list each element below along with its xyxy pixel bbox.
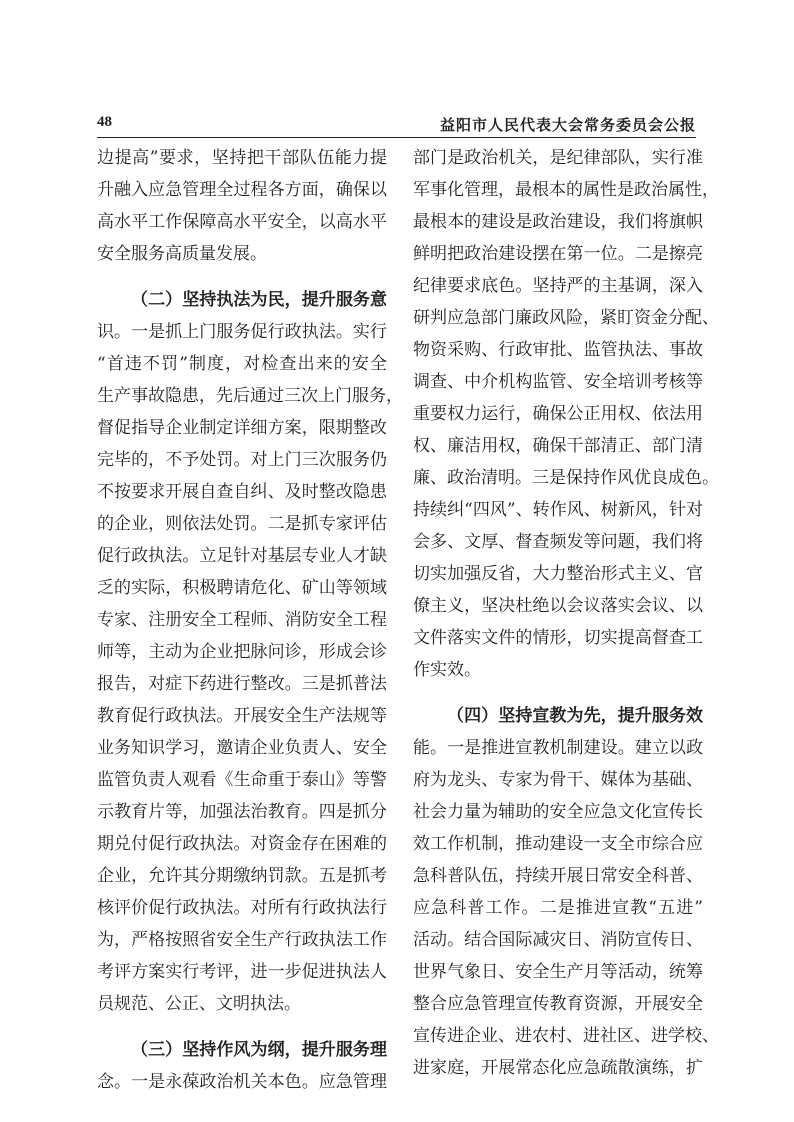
text-line: 示教育片等，加强法治教育。四是抓分: [97, 802, 387, 822]
paragraph: [97, 1034, 387, 1098]
text-line: 升融入应急管理全过程各方面，确保以: [97, 180, 387, 200]
section-heading: [413, 700, 703, 732]
text-line: 企业，允许其分期缴纳罚款。五是抓考: [97, 866, 387, 886]
text-line: 生产事故隐患，先后通过三次上门服务，: [97, 386, 403, 406]
text-line: 教育促行政执法。开展安全生产法规等: [97, 706, 387, 726]
paragraph: [413, 142, 719, 686]
text-line: 不按要求开展自查自纠、及时整改隐患: [97, 482, 387, 502]
text-line: 整合应急管理宣传教育资源，开展安全: [413, 994, 703, 1014]
text-line: 报告，对症下药进行整改。三是抓普法: [97, 674, 387, 694]
text-line: 监管负责人观看《生命重于泰山》等警: [97, 770, 387, 790]
text-line: 鲜明把政治建设摆在第一位。二是擦亮: [413, 244, 703, 264]
text-line: 乏的实际，积极聘请危化、矿山等领域: [97, 578, 387, 598]
text-line: 考评方案实行考评，进一步促进执法人: [97, 962, 387, 982]
text-line: 调查、中介机构监管、安全培训考核等: [413, 372, 703, 392]
text-line: 促行政执法。立足针对基层专业人才缺: [97, 546, 387, 566]
section-heading: [97, 1034, 387, 1066]
text-line: 部门是政治机关，是纪律部队，实行准: [413, 148, 703, 168]
text-line: 纪律要求底色。坚持严的主基调，深入: [413, 276, 703, 296]
text-line: 权、廉洁用权，确保干部清正、部门清: [413, 436, 703, 456]
paragraph: [413, 700, 719, 1084]
text-line: 持续纠“四风”、转作风、树新风，针对: [413, 500, 703, 520]
text-line: 念。一是永葆政治机关本色。应急管理: [97, 1072, 387, 1092]
text-line: 最根本的建设是政治建设，我们将旗帜: [413, 212, 703, 232]
text-line: 边提高”要求，坚持把干部队伍能力提: [97, 148, 387, 168]
text-line: 僚主义，坚决杜绝以会议落实会议、以: [413, 596, 703, 616]
text-line: 社会力量为辅助的安全应急文化宣传长: [413, 802, 703, 822]
text-line: 宣传进企业、进农村、进社区、进学校、: [413, 1026, 719, 1046]
text-line: 高水平工作保障高水平安全，以高水平: [97, 212, 387, 232]
text-line: 为，严格按照省安全生产行政执法工作: [97, 930, 387, 950]
text-line: 重要权力运行，确保公正用权、依法用: [413, 404, 703, 424]
journal-title: 益阳市人民代表大会常务委员会公报: [439, 116, 696, 134]
text-line: 活动。结合国际减灾日、消防宣传日、: [413, 930, 703, 950]
text-line: 的企业，则依法处罚。二是抓专家评估: [97, 514, 387, 534]
text-line: 核评价促行政执法。对所有行政执法行: [97, 898, 387, 918]
text-line: 军事化管理，最根本的属性是政治属性，: [413, 180, 719, 200]
section-heading-text: （二）坚持执法为民，提升服务意: [131, 290, 387, 310]
section-heading-text: （三）坚持作风为纲，提升服务理: [131, 1040, 387, 1060]
paragraph: [97, 284, 403, 1020]
text-line: 专家、注册安全工程师、消防安全工程: [97, 610, 387, 630]
text-line: 完毕的，不予处罚。对上门三次服务仍: [97, 450, 387, 470]
section-heading-text: （四）坚持宣教为先，提升服务效: [447, 706, 703, 726]
text-line: 识。一是抓上门服务促行政执法。实行: [97, 322, 387, 342]
left-column: [97, 142, 403, 1112]
text-line: 世界气象日、安全生产月等活动，统筹: [413, 962, 703, 982]
text-line: 物资采购、行政审批、监管执法、事故: [413, 340, 703, 360]
text-line: 作实效。: [413, 660, 481, 680]
text-line: “首违不罚”制度，对检查出来的安全: [97, 354, 387, 374]
section-heading: [97, 284, 387, 316]
text-line: 效工作机制，推动建设一支全市综合应: [413, 834, 703, 854]
text-line: 文件落实文件的情形，切实提高督查工: [413, 628, 703, 648]
text-line: 廉、政治清明。三是保持作风优良成色。: [413, 468, 719, 488]
text-line: 业务知识学习，邀请企业负责人、安全: [97, 738, 387, 758]
text-line: 应急科普工作。二是推进宣教“五进”: [413, 898, 703, 918]
page-header: [97, 110, 696, 140]
text-line: 能。一是推进宣教机制建设。建立以政: [413, 738, 703, 758]
page-number: 48: [97, 114, 112, 130]
text-line: 切实加强反省，大力整治形式主义、官: [413, 564, 703, 584]
text-line: 急科普队伍，持续开展日常安全科普、: [413, 866, 703, 886]
right-column: [413, 142, 719, 1098]
text-line: 期兑付促行政执法。对资金存在困难的: [97, 834, 387, 854]
text-line: 府为龙头、专家为骨干、媒体为基础、: [413, 770, 703, 790]
text-line: 会多、文厚、督查频发等问题，我们将: [413, 532, 703, 552]
text-line: 研判应急部门廉政风险，紧盯资金分配、: [413, 308, 719, 328]
text-line: 员规范、公正、文明执法。: [97, 994, 301, 1014]
text-line: 督促指导企业制定详细方案，限期整改: [97, 418, 387, 438]
text-line: 进家庭，开展常态化应急疏散演练，扩: [413, 1058, 703, 1078]
paragraph: [97, 142, 387, 270]
header-rule: [97, 137, 696, 138]
text-line: 安全服务高质量发展。: [97, 244, 267, 264]
text-line: 师等，主动为企业把脉问诊，形成会诊: [97, 642, 387, 662]
